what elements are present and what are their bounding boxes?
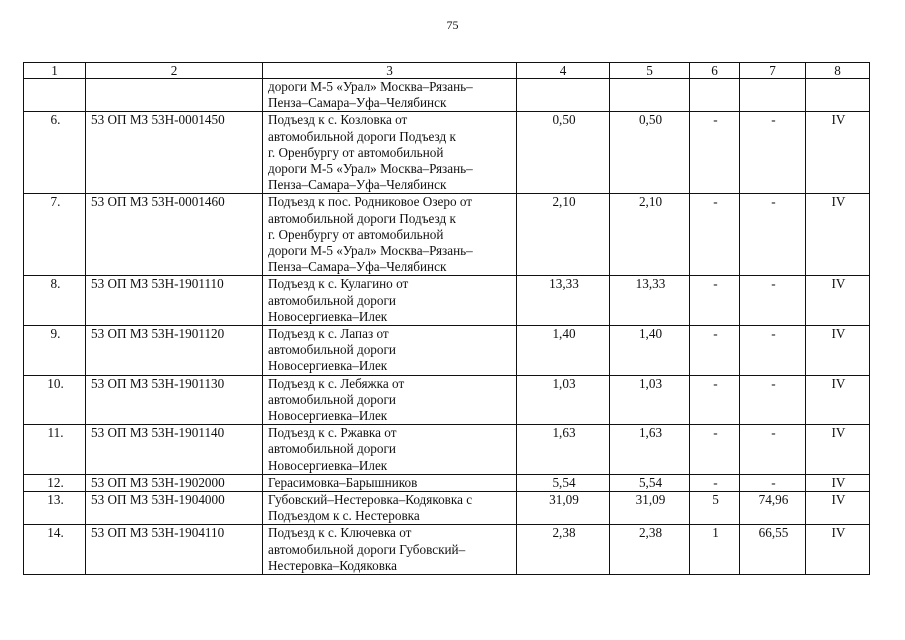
road-name-line: Подъезд к с. Ржавка от [268, 425, 397, 441]
road-category-cell: IV [806, 326, 870, 376]
road-name-line: г. Оренбургу от автомобильной [268, 226, 444, 242]
length-total-cell: 2,38 [517, 525, 610, 575]
row-number-cell: 14. [24, 525, 86, 575]
road-category-cell: IV [806, 112, 870, 194]
road-code-cell: 53 ОП МЗ 53Н-1902000 [86, 474, 263, 491]
table-row [24, 375, 870, 425]
road-category-cell [806, 79, 870, 112]
road-name-cell [263, 112, 517, 194]
road-name-cell [263, 525, 517, 575]
road-code-cell: 53 ОП МЗ 53Н-0001460 [86, 194, 263, 276]
length-total-cell: 1,63 [517, 425, 610, 475]
roads-table [23, 62, 870, 575]
table-row [24, 194, 870, 276]
road-name-line: Подъезд к с. Кулагино от [268, 276, 409, 292]
structures-count-cell: - [690, 194, 740, 276]
structures-count-cell: - [690, 112, 740, 194]
row-number-cell: 11. [24, 425, 86, 475]
road-category-cell: IV [806, 425, 870, 475]
table-row [24, 79, 870, 112]
row-number-cell: 13. [24, 492, 86, 525]
road-name-line: Пенза–Самара–Уфа–Челябинск [268, 95, 447, 111]
road-name-line: дороги М-5 «Урал» Москва–Рязань– [268, 161, 473, 177]
row-number-cell: 6. [24, 112, 86, 194]
header-cell: 8 [806, 63, 870, 79]
table-row [24, 474, 870, 491]
road-name-line: автомобильной дороги [268, 441, 396, 457]
length-total-cell: 0,50 [517, 112, 610, 194]
road-code-cell: 53 ОП МЗ 53Н-1901120 [86, 326, 263, 376]
table-row [24, 326, 870, 376]
road-name-line: дороги М-5 «Урал» Москва–Рязань– [268, 243, 473, 259]
table-row [24, 525, 870, 575]
road-category-cell: IV [806, 375, 870, 425]
structures-count-cell: 1 [690, 525, 740, 575]
row-number-cell: 10. [24, 375, 86, 425]
structures-length-cell: 66,55 [740, 525, 806, 575]
road-name-line: Подъезд к с. Ключевка от [268, 525, 412, 541]
length-surface-cell: 1,40 [610, 326, 690, 376]
road-name-line: Новосергиевка–Илек [268, 408, 388, 424]
road-category-cell: IV [806, 525, 870, 575]
road-name-line: Подъезд к с. Козловка от [268, 112, 408, 128]
road-name-cell [263, 474, 517, 491]
structures-length-cell: - [740, 474, 806, 491]
row-number-cell: 9. [24, 326, 86, 376]
road-name-line: автомобильной дороги [268, 342, 396, 358]
road-name-line: дороги М-5 «Урал» Москва–Рязань– [268, 79, 473, 94]
length-surface-cell: 0,50 [610, 112, 690, 194]
structures-length-cell: - [740, 276, 806, 326]
structures-count-cell: - [690, 326, 740, 376]
road-name-cell [263, 326, 517, 376]
road-name-line: Новосергиевка–Илек [268, 308, 388, 324]
road-name-line: автомобильной дороги Губовский– [268, 541, 466, 557]
table-row [24, 112, 870, 194]
structures-count-cell: - [690, 276, 740, 326]
road-name-line: Подъезд к с. Лебяжка от [268, 375, 405, 391]
table-row [24, 276, 870, 326]
road-name-cell [263, 276, 517, 326]
road-name-line: автомобильной дороги [268, 292, 396, 308]
length-surface-cell: 2,38 [610, 525, 690, 575]
header-cell: 7 [740, 63, 806, 79]
structures-length-cell: - [740, 326, 806, 376]
header-cell: 5 [610, 63, 690, 79]
road-name-line: Подъездом к с. Нестеровка [268, 508, 420, 524]
road-code-cell: 53 ОП МЗ 53Н-1901140 [86, 425, 263, 475]
road-name-line: Герасимовка–Барышников [268, 474, 418, 490]
structures-count-cell: - [690, 474, 740, 491]
structures-length-cell: - [740, 425, 806, 475]
header-cell: 2 [86, 63, 263, 79]
row-number-cell [24, 79, 86, 112]
road-name-line: Новосергиевка–Илек [268, 457, 388, 473]
length-total-cell [517, 79, 610, 112]
structures-count-cell: 5 [690, 492, 740, 525]
structures-length-cell: - [740, 194, 806, 276]
structures-length-cell: - [740, 112, 806, 194]
structures-length-cell: 74,96 [740, 492, 806, 525]
structures-count-cell [690, 79, 740, 112]
road-name-line: Нестеровка–Кодяковка [268, 557, 397, 573]
road-category-cell: IV [806, 194, 870, 276]
road-code-cell [86, 79, 263, 112]
length-surface-cell: 31,09 [610, 492, 690, 525]
length-surface-cell: 5,54 [610, 474, 690, 491]
structures-length-cell [740, 79, 806, 112]
header-cell: 6 [690, 63, 740, 79]
structures-count-cell: - [690, 375, 740, 425]
row-number-cell: 8. [24, 276, 86, 326]
road-name-cell [263, 425, 517, 475]
row-number-cell: 12. [24, 474, 86, 491]
road-name-line: Подъезд к с. Лапаз от [268, 326, 389, 342]
row-number-cell: 7. [24, 194, 86, 276]
header-cell: 4 [517, 63, 610, 79]
road-name-cell [263, 194, 517, 276]
road-category-cell: IV [806, 492, 870, 525]
road-category-cell: IV [806, 276, 870, 326]
road-name-line: Пенза–Самара–Уфа–Челябинск [268, 177, 447, 193]
length-total-cell: 1,03 [517, 375, 610, 425]
road-name-line: Подъезд к пос. Родниковое Озеро от [268, 194, 473, 210]
length-surface-cell [610, 79, 690, 112]
length-surface-cell: 1,63 [610, 425, 690, 475]
length-surface-cell: 1,03 [610, 375, 690, 425]
length-surface-cell: 13,33 [610, 276, 690, 326]
table-row [24, 425, 870, 475]
road-code-cell: 53 ОП МЗ 53Н-1904110 [86, 525, 263, 575]
road-name-cell [263, 79, 517, 112]
header-cell: 3 [263, 63, 517, 79]
page-number: 75 [446, 18, 459, 32]
structures-length-cell: - [740, 375, 806, 425]
road-name-line: Новосергиевка–Илек [268, 358, 388, 374]
road-code-cell: 53 ОП МЗ 53Н-1901110 [86, 276, 263, 326]
length-total-cell: 2,10 [517, 194, 610, 276]
road-code-cell: 53 ОП МЗ 53Н-0001450 [86, 112, 263, 194]
road-name-cell [263, 492, 517, 525]
header-cell: 1 [24, 63, 86, 79]
length-surface-cell: 2,10 [610, 194, 690, 276]
structures-count-cell: - [690, 425, 740, 475]
table-row [24, 492, 870, 525]
road-name-line: автомобильной дороги Подъезд к [268, 210, 456, 226]
length-total-cell: 13,33 [517, 276, 610, 326]
length-total-cell: 5,54 [517, 474, 610, 491]
road-code-cell: 53 ОП МЗ 53Н-1904000 [86, 492, 263, 525]
length-total-cell: 31,09 [517, 492, 610, 525]
table-header-row [24, 63, 870, 79]
road-name-line: автомобильной дороги [268, 391, 396, 407]
road-name-line: Пенза–Самара–Уфа–Челябинск [268, 259, 447, 275]
road-code-cell: 53 ОП МЗ 53Н-1901130 [86, 375, 263, 425]
road-name-cell [263, 375, 517, 425]
road-category-cell: IV [806, 474, 870, 491]
road-name-line: г. Оренбургу от автомобильной [268, 144, 444, 160]
length-total-cell: 1,40 [517, 326, 610, 376]
road-name-line: Губовский–Нестеровка–Кодяковка с [268, 492, 473, 508]
road-name-line: автомобильной дороги Подъезд к [268, 128, 456, 144]
